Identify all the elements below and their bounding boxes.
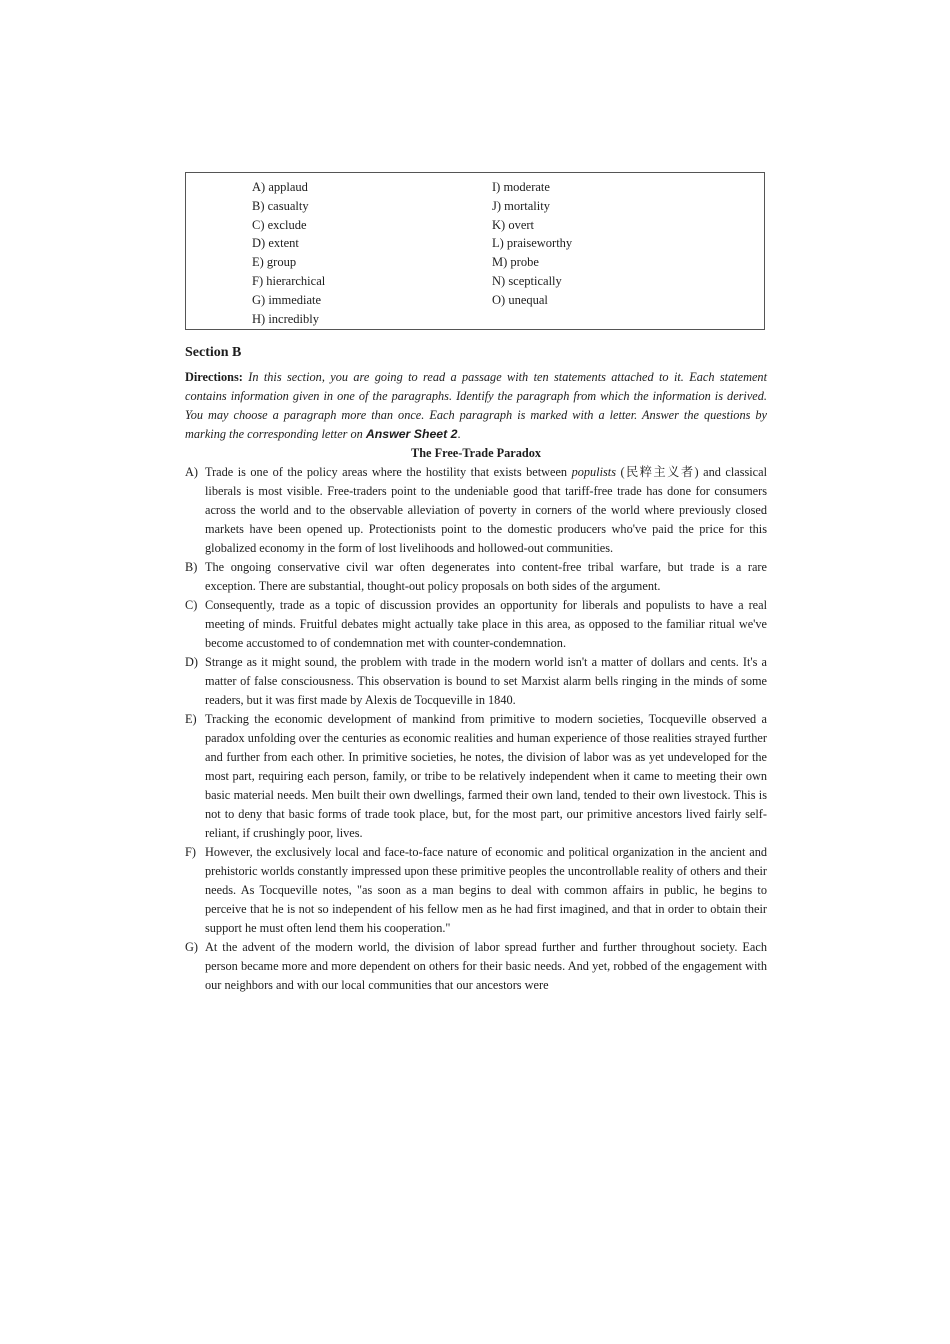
paragraph-text: However, the exclusively local and face-to-face nature of economic and political organization in the ancient and prehistoric worlds constantly impressed upon these primitive peoples the uncontrollable reality of others and their needs. As Tocqueville notes, "as soon as a man begins to deal with common affairs in public, he begins to perceive that he is not so independent of his fellow men as he had first imagined, and that in order to obtain their support he must often lend them his cooperation." [205, 845, 767, 935]
paragraph-letter: F) [185, 845, 196, 859]
paragraph-letter: D) [185, 655, 198, 669]
word-bank-box [185, 172, 765, 330]
word-bank-right-column [492, 178, 572, 310]
term-populists: populists [571, 465, 616, 479]
section-title: Section B [185, 345, 242, 360]
word-option: D) extent [252, 236, 299, 251]
word-option: F) hierarchical [252, 273, 326, 288]
directions-end: . [457, 427, 461, 441]
word-option: L) praiseworthy [492, 236, 573, 251]
paragraph-a [185, 463, 767, 558]
paragraph-e [185, 710, 767, 843]
word-option: O) unequal [492, 292, 548, 307]
paragraph-text: At the advent of the modern world, the division of labor spread further and further throughout society. Each person became more and more dependent on others for their basic needs. And yet, robbed of the engagement with our neighbors and with our local communities that our ancestors were [205, 940, 767, 992]
word-bank-left-column [252, 178, 325, 328]
answer-sheet-label: Answer Sheet 2 [365, 427, 458, 441]
word-option: A) applaud [252, 180, 308, 194]
paragraph-letter: E) [185, 712, 197, 726]
paragraph-d [185, 653, 767, 710]
paragraph-b [185, 558, 767, 596]
paragraph-text: Strange as it might sound, the problem with trade in the modern world isn't a matter of dollars and cents. It's a matter of false consciousness. This observation is bound to set Marxist alarm bells ringing in the minds of some readers, but it was first made by Alexis de Tocqueville in 1840. [205, 655, 767, 707]
paragraph-c [185, 596, 767, 653]
word-option: G) immediate [252, 292, 322, 307]
section-b [185, 344, 767, 995]
term-gloss: (民粹主义者) [620, 465, 699, 479]
paragraph-text: The ongoing conservative civil war often degenerates into content-free tribal warfare, but trade is a rare exception. There are substantial, thought-out policy proposals on both sides of the argument. [205, 560, 767, 593]
directions [185, 368, 767, 444]
word-option: E) group [252, 255, 297, 270]
word-option: N) sceptically [492, 273, 562, 288]
paragraph-letter: C) [185, 598, 198, 612]
paragraph-text: Consequently, trade as a topic of discussion provides an opportunity for liberals and populists to have a real meeting of minds. Fruitful debates might actually take place in this area, as opposed to the familiar ritual we've become accustomed to of condemnation met with counter-condemnation. [205, 598, 767, 650]
word-option: H) incredibly [252, 311, 319, 326]
paragraph-text: Trade is one of the policy areas where the hostility that exists between [205, 465, 568, 479]
paragraph-letter: G) [185, 940, 198, 954]
paragraph-letter: A) [185, 465, 198, 479]
paragraph-g [185, 938, 767, 995]
paragraph-text: Tracking the economic development of mankind from primitive to modern societies, Tocqueville observed a paradox unfolding over the centuries as economic realities and human experience of those realities strayed further and further from each other. In primitive societies, he notes, the division of labor was as yet undeveloped for the most part, requiring each person, family, or tribe to be relatively independent when it came to meeting their own basic material needs. Men built their own dwellings, farmed their own land, tended to their own livestock. This is not to deny that basic forms of trade took place, but, for the most part, our primitive ancestors lived fairly self-reliant, if crushingly poor, lives. [205, 712, 767, 840]
word-option: M) probe [492, 255, 539, 270]
word-option: B) casualty [252, 198, 309, 213]
directions-body: In this section, you are going to read a passage with ten statements attached to it. Each statement contains information given in one of the paragraphs. Identify the paragraph from which the information is derived. You may choose a paragraph more than once. Each paragraph is marked with a letter. Answer the questions by marking the corresponding letter on [185, 370, 767, 441]
paragraph-letter: B) [185, 560, 198, 574]
word-option: K) overt [492, 217, 534, 232]
word-option: J) mortality [492, 198, 550, 213]
passage-title: The Free-Trade Paradox [411, 446, 541, 460]
directions-lead: Directions: [185, 370, 243, 384]
paragraph-text: and classical liberals is most visible. Free-traders point to the undeniable good that tariff-free trade has done for consumers across the world and to the observable alleviation of poverty in corners of the world where previously closed markets have been opened up. Protectionists point to the domestic producers who've paid the price for this globalized economy in the form of lost livelihoods and hollowed-out communities. [205, 465, 768, 555]
word-option: I) moderate [492, 180, 550, 194]
paragraph-f [185, 843, 767, 938]
word-option: C) exclude [252, 217, 307, 232]
